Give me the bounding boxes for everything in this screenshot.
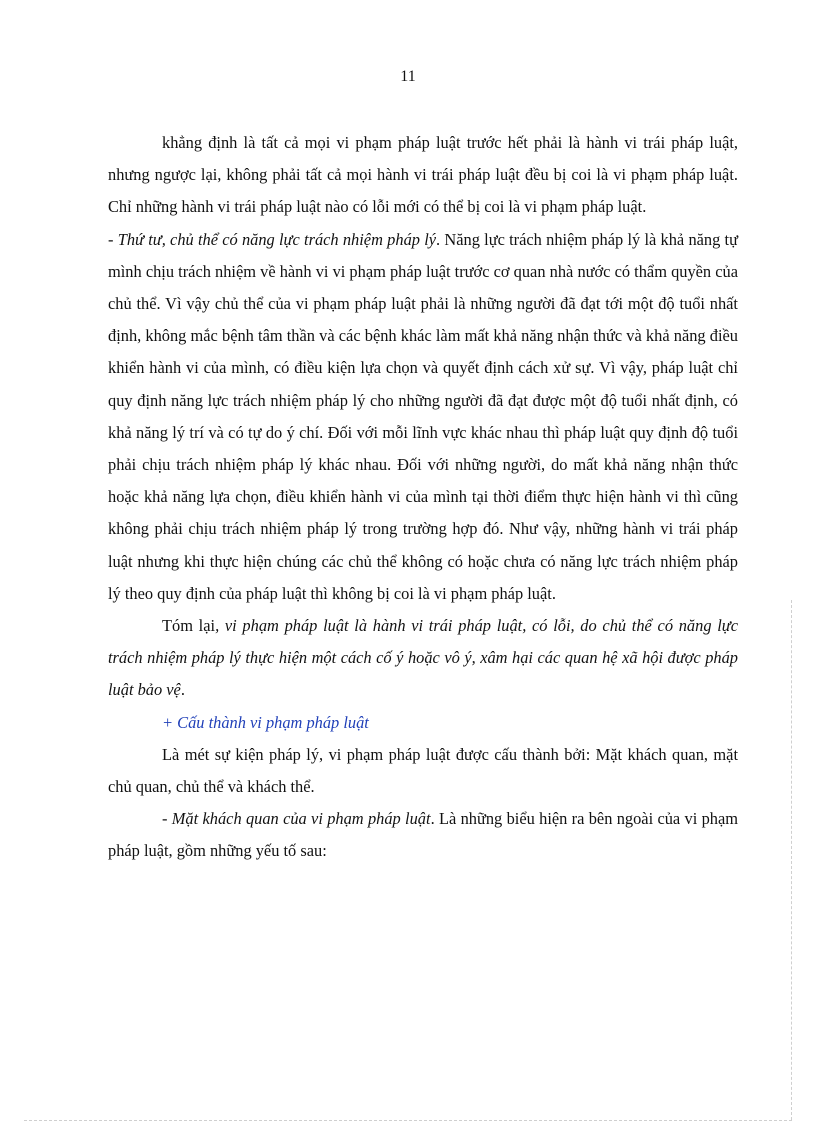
document-body: [108, 127, 738, 868]
page-number: 11: [400, 68, 416, 85]
paragraph-3-end: .: [180, 680, 185, 700]
section-heading-text: + Cấu thành vi phạm pháp luật: [162, 712, 369, 732]
paragraph-2-text: . Năng lực trách nhiệm pháp lý là khả năng tự mình chịu trách nhiệm về hành vi vi phạm pháp luật trước cơ quan nhà nước có thẩm quyền của chủ thể. Vì vậy chủ thể của vi phạm pháp luật phải là những người đã đạt tới một độ tuổi nhất định, không mắc bệnh tâm thần và các bệnh khác làm mất khả năng nhận thức và khả năng điều khiển hành vi của mình, có điều kiện lựa chọn và quyết định cách xử sự. Vì vậy, pháp luật chỉ quy định năng lực trách nhiệm pháp lý cho những người đã đạt được một độ tuổi nhất định, có khả năng lý trí và có tự do ý chí. Đối với mỗi lĩnh vực khác nhau thì pháp luật quy định độ tuổi phải chịu trách nhiệm pháp lý khác nhau. Đối với những người, do mất khả năng nhận thức hoặc khả năng lựa chọn, điều khiển hành vi của mình tại thời điểm thực hiện hành vi thì cũng không phải chịu trách nhiệm pháp lý trong trường hợp đó. Như vậy, những hành vi trái pháp luật nhưng khi thực hiện chúng các chủ thể không có hoặc chưa có năng lực trách nhiệm pháp lý theo quy định của pháp luật thì không bị coi là vi phạm pháp luật.: [108, 229, 738, 603]
paragraph-5-text: . Là những biểu hiện ra bên ngoài của vi phạm pháp luật, gồm những yếu tố sau:: [108, 809, 738, 861]
page-frame-right-edge: [790, 600, 792, 1120]
section-heading: [108, 707, 738, 739]
paragraph-2-italic-lead: - Thứ tư, chủ thể có năng lực trách nhiệm pháp lý: [108, 229, 437, 249]
paragraph-1: [108, 127, 738, 224]
paragraph-1-text: khẳng định là tất cả mọi vi phạm pháp luật trước hết phải là hành vi trái pháp luật, nhưng ngược lại, không phải tất cả mọi hành vi trái pháp luật đều bị coi là vi phạm pháp luật. Chỉ những hành vi trái pháp luật nào có lỗi mới có thể bị coi là vi phạm pháp luật.: [108, 133, 738, 217]
paragraph-3-lead: Tóm lại: [162, 616, 216, 636]
paragraph-3: [108, 610, 738, 707]
paragraph-5: [108, 803, 738, 867]
paragraph-5-italic-lead: - Mặt khách quan của vi phạm pháp luật: [162, 809, 431, 829]
paragraph-3-italic: , vi phạm pháp luật là hành vi trái pháp luật, có lỗi, do chủ thể có năng lực trách nhiệm pháp lý thực hiện một cách cố ý hoặc vô ý, xâm hại các quan hệ xã hội được pháp luật bảo vệ: [108, 616, 738, 700]
page-frame-bottom-edge: [24, 1119, 792, 1121]
paragraph-4-text: Là mét sự kiện pháp lý, vi phạm pháp luật được cấu thành bởi: Mặt khách quan, mặt chủ quan, chủ thể và khách thể.: [108, 744, 738, 797]
paragraph-4: [108, 739, 738, 803]
paragraph-2: [108, 224, 738, 610]
